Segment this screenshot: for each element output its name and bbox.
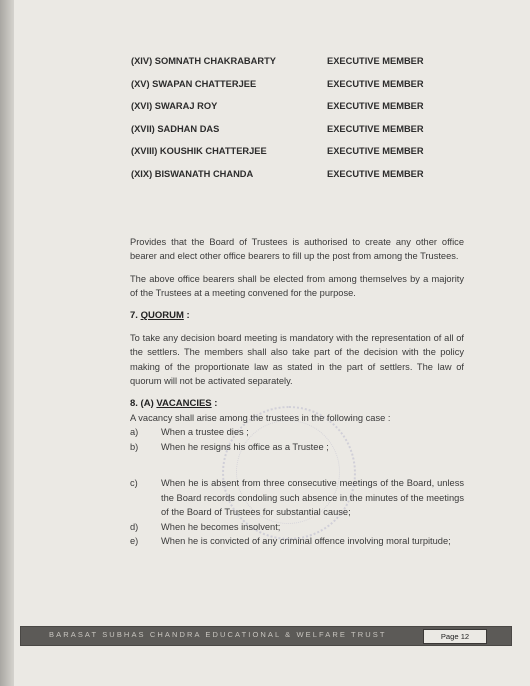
vacancies-intro: A vacancy shall arise among the trustees in the following case : [130,413,391,424]
paragraph-quorum: To take any decision board meeting is mandatory with the representation of all of the settlers. The members shall also take part of the decision with the policy making of the proportionate law as stated in the part of settlers. The law of quorum will not be activated separately. [130,333,464,387]
list-item-label: c) [130,478,138,489]
executive-members-list [131,56,451,192]
page-footer [20,626,512,646]
section-title: VACANCIES [156,397,212,409]
member-row [131,56,451,79]
member-role: EXECUTIVE MEMBER [327,56,424,66]
member-name: (XIV) SOMNATH CHAKRABARTY [131,56,276,66]
member-name: (XVI) SWARAJ ROY [131,101,218,112]
member-role: EXECUTIVE MEMBER [327,168,424,179]
section-suffix: : [183,309,190,321]
member-name: (XV) SWAPAN CHATTERJEE [131,78,257,89]
list-item [130,425,464,439]
member-row [131,146,451,169]
member-name: (XVIII) KOUSHIK CHATTERJEE [131,146,267,157]
list-item [130,476,464,519]
member-row [131,124,451,147]
list-item-label: b) [130,441,139,452]
list-item-label: d) [130,521,139,532]
member-role: EXECUTIVE MEMBER [327,78,424,89]
paragraph-elected: The above office bearers shall be elected from among themselves by a majority of the Trustees at a meeting convened for the purpose. [130,273,464,299]
member-role: EXECUTIVE MEMBER [327,101,424,112]
paragraph-provides: Provides that the Board of Trustees is authorised to create any other office bearer and elect other office bearers to fill up the post from among the Trustees. [130,237,464,262]
page-number: Page 12 [423,629,487,644]
footer-organization: BARASAT SUBHAS CHANDRA EDUCATIONAL & WELFARE TRUST [49,630,387,639]
section-number: 7. [130,309,138,321]
section-suffix: : [211,397,218,409]
list-item-text: When a trustee dies ; [161,427,249,438]
list-item-label: a) [130,427,139,438]
member-role: EXECUTIVE MEMBER [327,123,424,134]
section-heading-vacancies [130,397,464,411]
list-item-label: e) [130,535,139,546]
member-row [131,169,451,192]
member-row [131,101,451,124]
list-item-text: When he becomes insolvent; [161,521,281,532]
section-heading-quorum [130,309,464,323]
section-title: QUORUM [140,309,184,321]
member-name: (XIX) BISWANATH CHANDA [131,168,254,179]
list-item [130,520,464,534]
document-body [130,235,464,548]
list-item [130,440,464,454]
member-row [131,79,451,102]
list-item-text: When he resigns his office as a Trustee ; [161,441,329,452]
list-item-text: When he is absent from three consecutive meetings of the Board, unless the Board records condoling such absence in the minutes of the meetings of the Board of Trustees for substantial cause; [161,478,464,518]
list-item-text: When he is convicted of any criminal offence involving moral turpitude; [161,535,451,546]
member-name: (XVII) SADHAN DAS [131,123,220,134]
section-number: 8. (A) [130,397,154,409]
member-role: EXECUTIVE MEMBER [327,146,424,157]
list-item [130,534,464,548]
